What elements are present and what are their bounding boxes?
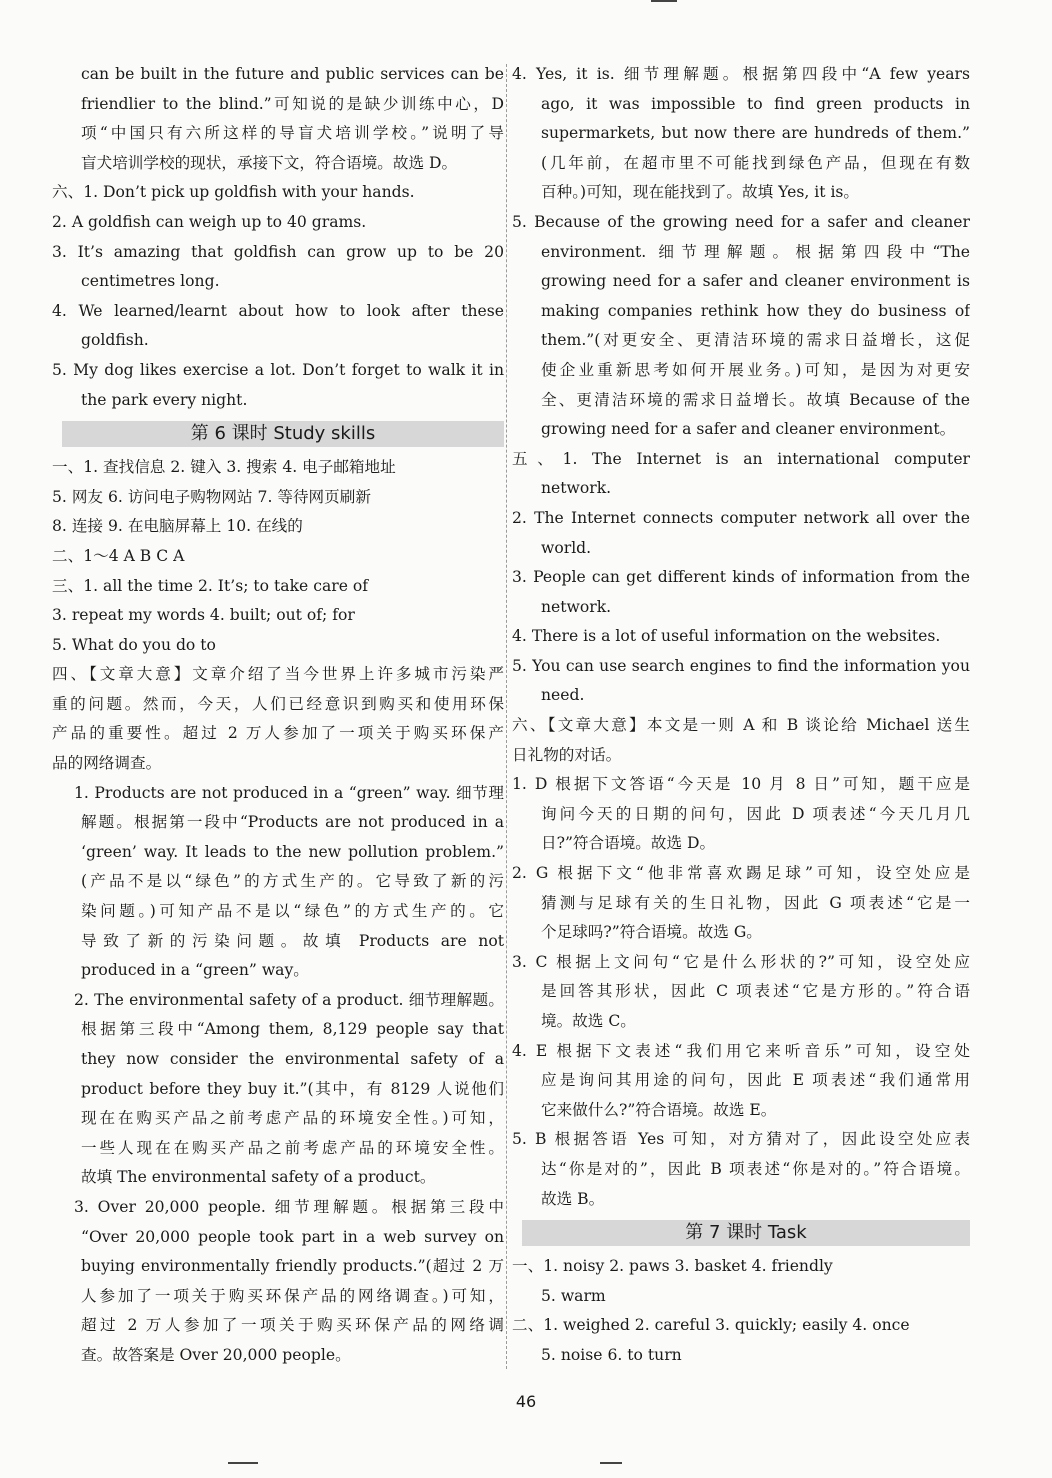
text-line: 3. repeat my words 4. built; out of; for xyxy=(52,606,355,625)
text-line: 根据第三段中“Among them, 8,129 people say that xyxy=(81,1020,504,1039)
text-line: 三、1. all the time 2. It’s; to take care of xyxy=(52,576,369,595)
text-line: 4. Yes, it is. 细节理解题。根据第四段中“A few years xyxy=(512,65,970,83)
text-line: 全、更清洁环境的需求日益增长。故填 Because of the xyxy=(541,390,970,409)
text-line: 2. G 根据下文“他非常喜欢踢足球”可知，设空处应是 xyxy=(512,864,970,883)
text-line: 5. Because of the growing need for a safer and cleaner xyxy=(512,212,970,231)
text-line: them.”(对更安全、更清洁环境的需求日益增长，这促 xyxy=(541,331,970,350)
text-line: 1. D 根据下文答语“今天是 10 月 8 日”可知，题干应是 xyxy=(512,775,970,794)
text-line: 人参加了一项关于购买环保产品的网络调查。)可知， xyxy=(81,1286,504,1305)
text-line: 六、1. Don’t pick up goldfish with your hands. xyxy=(52,183,415,202)
text-line: 二、1. weighed 2. careful 3. quickly; easily 4. once xyxy=(512,1316,910,1335)
text-line: 五、1. The Internet is an international computer xyxy=(512,449,970,468)
text-line: 查。故答案是 Over 20,000 people。 xyxy=(81,1345,351,1364)
text-line: 8. 连接 9. 在电脑屏幕上 10. 在线的 xyxy=(52,517,303,536)
text-line: produced in a “green” way。 xyxy=(81,961,309,980)
text-line: 日礼物的对话。 xyxy=(512,745,622,764)
text-line: 一、1. noisy 2. paws 3. basket 4. friendly xyxy=(512,1257,833,1276)
text-line: 3. Over 20,000 people. 细节理解题。根据第三段中 xyxy=(74,1197,504,1216)
text-line: 5. warm xyxy=(541,1286,606,1305)
right-column xyxy=(512,60,970,1371)
text-line: 3. C 根据上文问句“它是什么形状的?”可知，设空处应 xyxy=(512,952,970,971)
text-line: 5. 网友 6. 访问电子购物网站 7. 等待网页刷新 xyxy=(52,487,371,506)
text-line: 4. There is a lot of useful information on the websites. xyxy=(512,627,941,646)
text-line: 5. My dog likes exercise a lot. Don’t forget to walk it in xyxy=(52,360,504,379)
text-line: 一、1. 查找信息 2. 键入 3. 搜索 4. 电子邮箱地址 xyxy=(52,458,396,477)
text-line: supermarkets, but now there are hundreds of them.” xyxy=(541,124,970,143)
text-line: can be built in the future and public services can be xyxy=(81,65,504,83)
page-number: 46 xyxy=(515,1392,537,1411)
text-line: 故选 B。 xyxy=(541,1189,605,1208)
text-line: 盲犬培训学校的现状，承接下文，符合语境。故选 D。 xyxy=(81,153,458,172)
text-line: 使企业重新思考如何开展业务。)可知，是因为对更安 xyxy=(541,360,970,379)
text-line: (几年前，在超市里不可能找到绿色产品，但现在有数 xyxy=(541,153,970,172)
text-line: friendlier to the blind.”可知说的是缺少训练中心，D xyxy=(81,94,504,113)
text-line: 5. noise 6. to turn xyxy=(541,1345,682,1364)
text-line: 4. We learned/learnt about how to look after these xyxy=(52,301,504,320)
text-line: growing need for a safer and cleaner environment。 xyxy=(541,420,956,439)
text-line: product before they buy it.”(其中，有 8129 人说他们 xyxy=(81,1079,504,1098)
text-line: ‘green’ way. It leads to the new pollution problem.” xyxy=(81,842,504,861)
text-line: 5. You can use search engines to find the information you xyxy=(512,656,970,675)
text-line: goldfish. xyxy=(81,331,149,350)
text-line: 一些人现在在购买产品之前考虑产品的环境安全性。 xyxy=(81,1138,504,1157)
left-column xyxy=(52,60,504,1371)
text-line: 产品的重要性。超过 2 万人参加了一项关于购买环保产 xyxy=(52,724,504,743)
text-line: 2. The Internet connects computer network all over the xyxy=(512,508,970,527)
text-line: 2. The environmental safety of a product. 细节理解题。 xyxy=(74,990,504,1009)
text-line: 1. Products are not produced in a “green” way. 细节理 xyxy=(74,783,504,802)
text-line: 3. People can get different kinds of information from the xyxy=(512,568,970,587)
text-line: they now consider the environmental safety of a xyxy=(81,1050,504,1068)
text-line: 5. What do you do to xyxy=(52,635,216,654)
text-line: 故填 The environmental safety of a product。 xyxy=(81,1168,436,1187)
text-line: centimetres long. xyxy=(81,272,220,291)
text-line: 2. A goldfish can weigh up to 40 grams. xyxy=(52,212,367,231)
text-line: 二、1～4 A B C A xyxy=(52,546,185,565)
text-line: “Over 20,000 people took part in a web survey on xyxy=(81,1227,504,1246)
text-line: making companies rethink how they do business of xyxy=(541,301,970,320)
text-line: 六、【文章大意】本文是一则 A 和 B 谈论给 Michael 送生 xyxy=(512,716,970,735)
text-line: 4. E 根据下文表述“我们用它来听音乐”可知，设空处 xyxy=(512,1041,970,1060)
text-line: growing need for a safer and cleaner environment is xyxy=(541,272,970,291)
text-line: 5. B 根据答语 Yes 可知，对方猜对了，因此设空处应表 xyxy=(512,1130,970,1149)
text-line: the park every night. xyxy=(81,390,248,409)
text-line: 解题。根据第一段中“Products are not produced in a xyxy=(81,813,504,832)
text-line: 个足球吗?”符合语境。故选 G。 xyxy=(541,923,762,942)
text-line: 达“你是对的”，因此 B 项表述“你是对的。”符合语境。 xyxy=(541,1159,970,1178)
text-line: 重的问题。然而，今天，人们已经意识到购买和使用环保 xyxy=(52,694,504,713)
text-line: 品的网络调查。 xyxy=(52,754,162,773)
section-heading: 第 7 课时 Task xyxy=(522,1220,970,1246)
text-line: buying environmentally friendly products.”(超过 2 万 xyxy=(81,1257,504,1276)
text-line: 染问题。)可知产品不是以“绿色”的方式生产的。它 xyxy=(81,902,504,921)
text-line: network. xyxy=(541,479,612,498)
text-line: need. xyxy=(541,686,585,705)
text-line: 是回答其形状，因此 C 项表述“它是方形的。”符合语 xyxy=(541,982,970,1001)
column-divider xyxy=(506,64,507,1369)
text-line: environment. 细节理解题。根据第四段中“The xyxy=(541,242,970,261)
text-line: 现在在购买产品之前考虑产品的环境安全性。)可知， xyxy=(81,1109,504,1128)
text-line: world. xyxy=(541,538,592,557)
text-line: 百种。)可知，现在能找到了。故填 Yes, it is。 xyxy=(541,183,860,202)
section-heading: 第 6 课时 Study skills xyxy=(62,421,504,447)
text-line: 应是询问其用途的问句，因此 E 项表述“我们通常用 xyxy=(541,1071,970,1090)
scan-mark xyxy=(651,0,677,2)
text-line: 超过 2 万人参加了一项关于购买环保产品的网络调 xyxy=(81,1316,504,1335)
text-line: 导致了新的污染问题。故填 Products are not xyxy=(81,931,504,950)
text-line: 猜测与足球有关的生日礼物，因此 G 项表述“它是一 xyxy=(541,893,970,912)
text-line: 项“中国只有六所这样的导盲犬培训学校。”说明了导 xyxy=(81,124,504,143)
scan-mark xyxy=(228,1462,258,1464)
text-line: ago, it was impossible to find green products in xyxy=(541,94,970,113)
text-line: 3. It’s amazing that goldfish can grow up to be 20 xyxy=(52,242,504,261)
text-line: (产品不是以“绿色”的方式生产的。它导致了新的污 xyxy=(81,872,504,891)
text-line: 日?”符合语境。故选 D。 xyxy=(541,834,716,853)
text-line: 它来做什么?”符合语境。故选 E。 xyxy=(541,1100,777,1119)
scan-mark xyxy=(600,1462,622,1464)
text-line: 四、【文章大意】文章介绍了当今世界上许多城市污染严 xyxy=(52,665,504,684)
text-line: 询问今天的日期的问句，因此 D 项表述“今天几月几 xyxy=(541,804,970,823)
text-line: network. xyxy=(541,597,612,616)
text-line: 境。故选 C。 xyxy=(541,1012,636,1030)
